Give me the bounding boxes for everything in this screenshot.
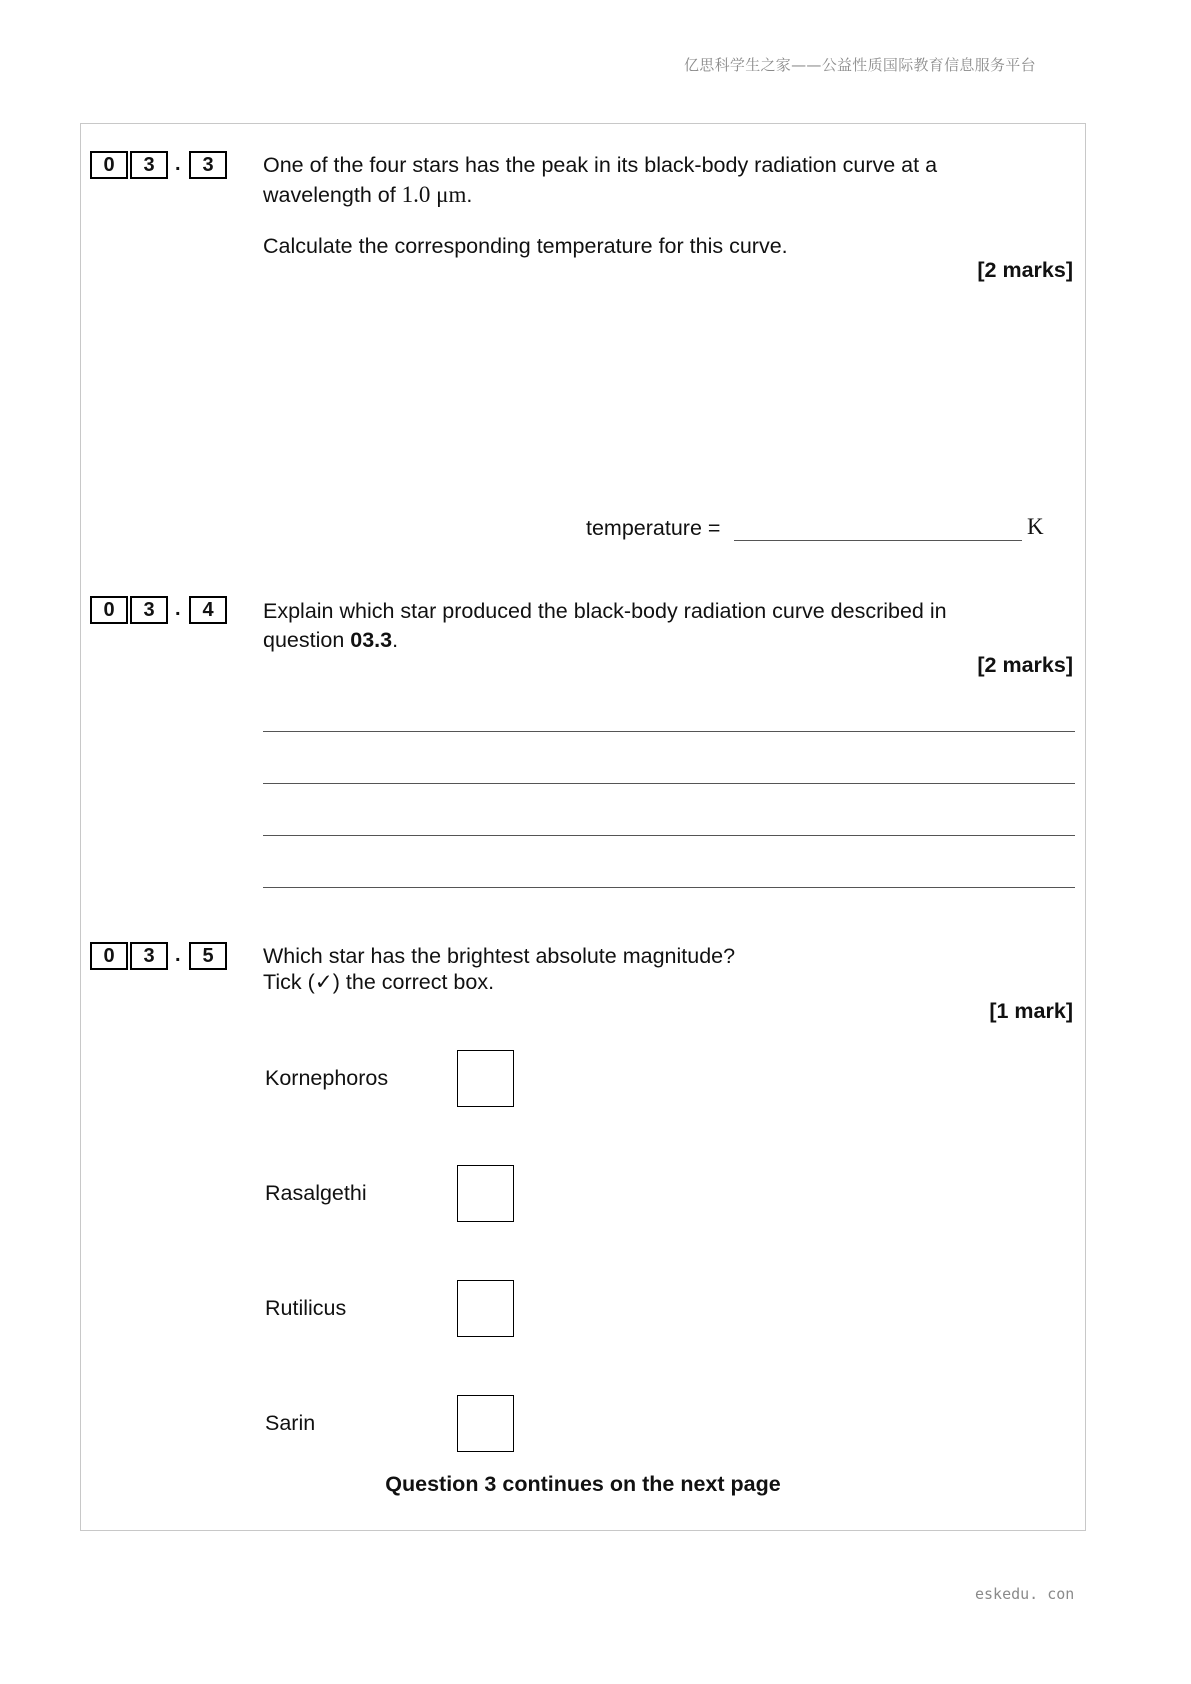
question-text-line2: Tick (✓) the correct box. xyxy=(263,970,495,994)
marks-label: [2 marks] xyxy=(977,653,1073,677)
qnum-digit-3: 4 xyxy=(189,596,227,624)
qnum-digit-1: 0 xyxy=(90,596,128,624)
tick-box-rasalgethi[interactable] xyxy=(457,1165,514,1222)
option-label-rutilicus: Rutilicus xyxy=(265,1296,347,1320)
tick-box-sarin[interactable] xyxy=(457,1395,514,1452)
question-reference: 03.3 xyxy=(350,628,393,652)
question-text-line1: Which star has the brightest absolute magnitude? xyxy=(263,944,736,968)
tick-box-rutilicus[interactable] xyxy=(457,1280,514,1337)
answer-line-4[interactable] xyxy=(263,887,1075,888)
page-header: 亿思科学生之家——公益性质国际教育信息服务平台 xyxy=(684,56,1036,74)
question-text-line2: wavelength of 1.0 μm. xyxy=(263,182,473,207)
continues-note: Question 3 continues on the next page xyxy=(385,1472,781,1496)
option-label-kornephoros: Kornephoros xyxy=(265,1066,389,1090)
marks-label: [1 mark] xyxy=(989,999,1073,1023)
marks-label: [2 marks] xyxy=(977,258,1073,282)
qnum-dot: . xyxy=(175,153,181,175)
qnum-digit-3: 5 xyxy=(189,942,227,970)
question-text xyxy=(263,597,947,655)
qnum-digit-2: 3 xyxy=(130,151,168,179)
page-footer: eskedu. con xyxy=(975,1585,1075,1603)
qnum-digit-1: 0 xyxy=(90,151,128,179)
qnum-digit-2: 3 xyxy=(130,596,168,624)
answer-unit: K xyxy=(1027,514,1044,539)
temperature-answer-field[interactable] xyxy=(734,510,1022,541)
tick-box-kornephoros[interactable] xyxy=(457,1050,514,1107)
question-instruction: Calculate the corresponding temperature for this curve. xyxy=(263,234,788,258)
qnum-digit-2: 3 xyxy=(130,942,168,970)
answer-label: temperature = xyxy=(586,516,721,540)
question-text-line2: question 03.3. xyxy=(263,628,399,652)
option-label-rasalgethi: Rasalgethi xyxy=(265,1181,367,1205)
question-text-line1: One of the four stars has the peak in its black-body radiation curve at a xyxy=(263,153,938,177)
answer-line-1[interactable] xyxy=(263,731,1075,732)
qnum-digit-1: 0 xyxy=(90,942,128,970)
question-frame xyxy=(80,123,1086,1531)
answer-line-2[interactable] xyxy=(263,783,1075,784)
question-text xyxy=(263,943,735,995)
option-label-sarin: Sarin xyxy=(265,1411,316,1435)
wavelength-value: 1.0 μm xyxy=(401,182,467,207)
qnum-dot: . xyxy=(175,944,181,966)
answer-line-3[interactable] xyxy=(263,835,1075,836)
qnum-dot: . xyxy=(175,598,181,620)
question-text-line1: Explain which star produced the black-body radiation curve described in xyxy=(263,599,947,623)
qnum-digit-3: 3 xyxy=(189,151,227,179)
question-text xyxy=(263,151,937,210)
